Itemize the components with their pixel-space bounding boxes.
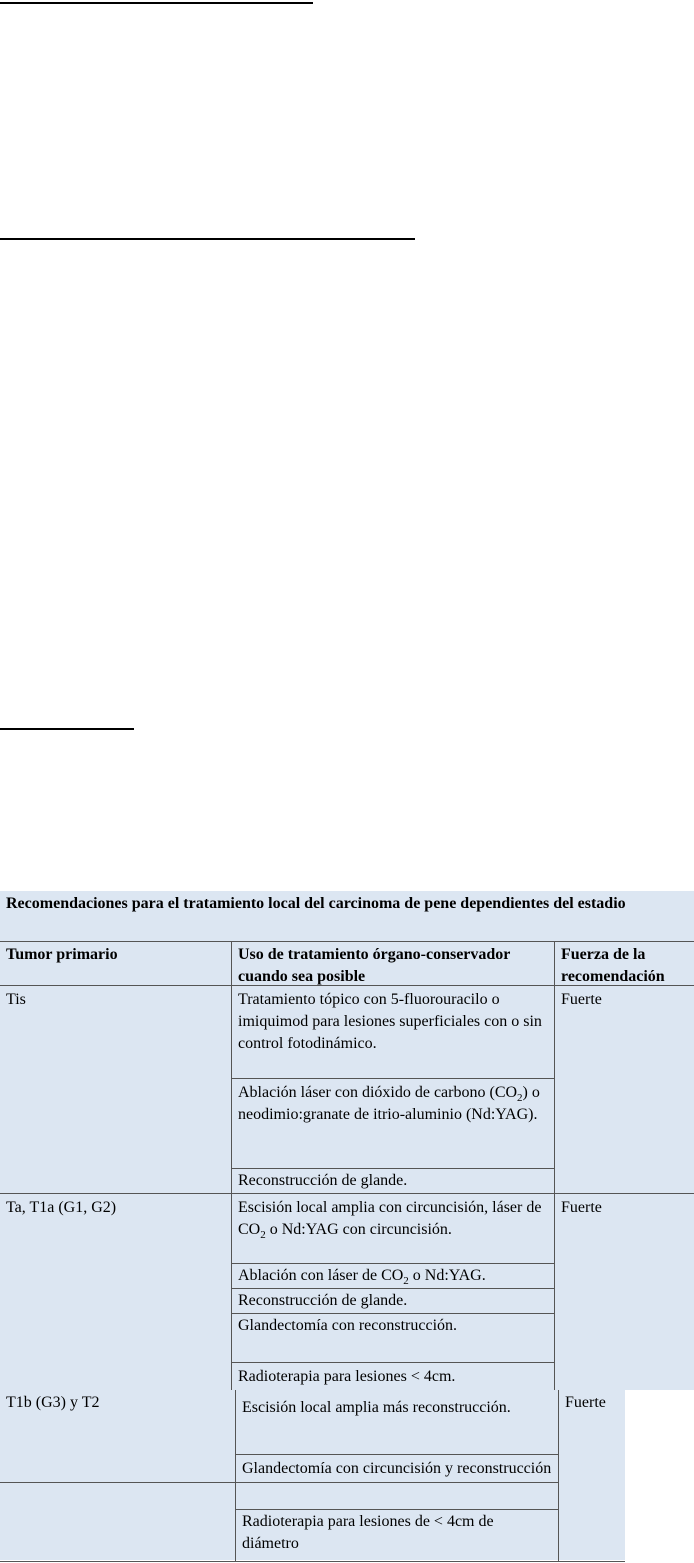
treatment-cell: Escisión local amplia más reconstrucción. bbox=[236, 1390, 558, 1454]
treatment-cell: Glandectomía con reconstrucción. bbox=[232, 1314, 554, 1362]
treatment-cell: Reconstrucción de glande. bbox=[232, 1289, 554, 1313]
tumor-cell: Tis bbox=[0, 986, 231, 1193]
table-title: Recomendaciones para el tratamiento local del carcinoma de pene dependientes del estadio bbox=[0, 891, 694, 941]
treatment-cell: Ablación con láser de $CO_2$ o Nd:YAG. bbox=[232, 1264, 554, 1288]
strength-cell: Fuerte bbox=[555, 1194, 694, 1390]
strength-cell: Fuerte bbox=[559, 1390, 625, 1560]
header-strength: Fuerza de la recomendación bbox=[555, 942, 694, 985]
treatment-text: Ablación láser con dióxido de carbono $(CO_2)$ o neodimio:granate de itrio-aluminio (Nd:YAG). bbox=[238, 1084, 540, 1123]
tumor-filler bbox=[0, 1483, 235, 1560]
treatment-cell: Radioterapia para lesiones de < 4cm de diámetro bbox=[236, 1510, 558, 1560]
treatment-cell: Reconstrucción de glande. bbox=[232, 1169, 554, 1193]
header-treatment: Uso de tratamiento órgano-conservador cuando sea posible bbox=[232, 942, 554, 985]
tumor-cell: T1b (G3) y T2 bbox=[0, 1390, 235, 1482]
treatment-cell: Tratamiento tópico con 5-fluorouracilo o imiquimod para lesiones superficiales con o sin control fotodinámico. bbox=[232, 986, 554, 1078]
header-tumor: Tumor primario bbox=[0, 942, 231, 985]
treatment-cell: Radioterapia para lesiones < 4cm. bbox=[232, 1363, 554, 1390]
treatment-cell: Escisión local amplia con circuncisión, láser de $CO_2$ o Nd:YAG con circuncisión. bbox=[232, 1194, 554, 1263]
strength-cell: Fuerte bbox=[555, 986, 694, 1193]
tumor-cell: Ta, T1a (G1, G2) bbox=[0, 1194, 231, 1390]
treatment-cell bbox=[232, 1079, 554, 1168]
treatment-cell: Glandectomía con circuncisión y reconstrucción bbox=[236, 1455, 558, 1509]
